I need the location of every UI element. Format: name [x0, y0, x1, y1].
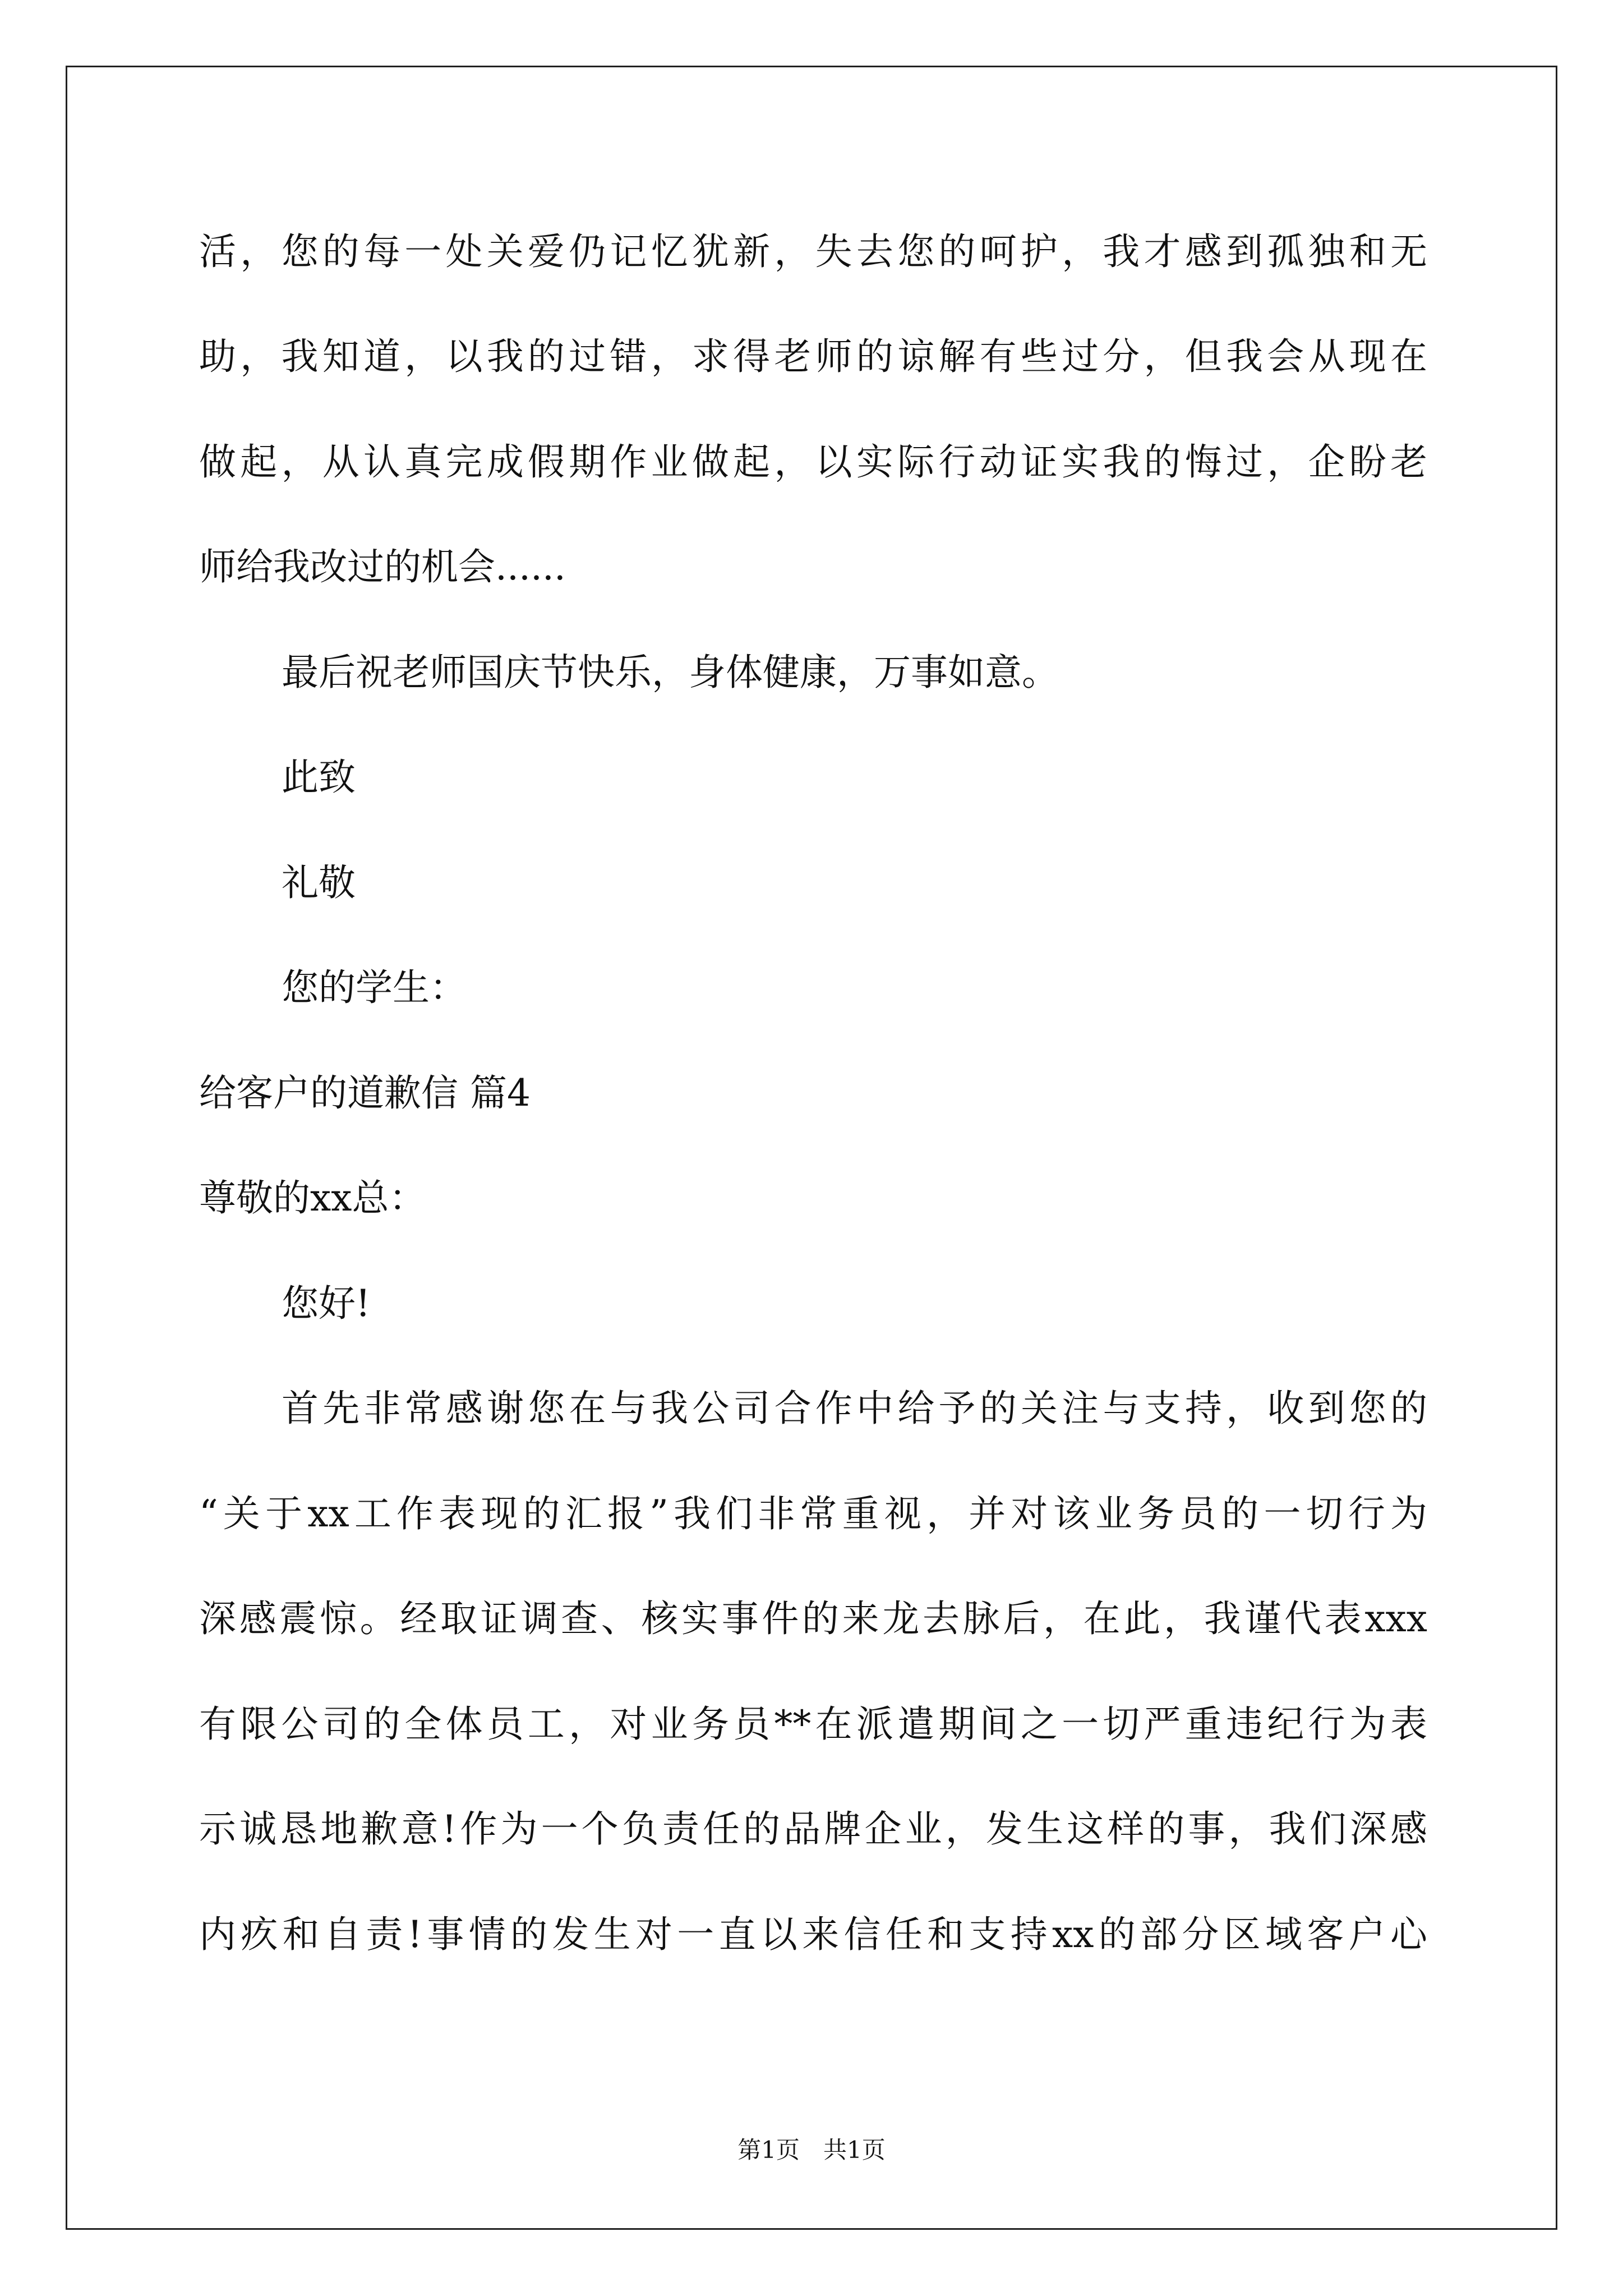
- body-line-15: 有限公司的全体员工，对业务员**在派遣期间之一切严重违纪行为表: [199, 1703, 1427, 1746]
- salutation-lijing: 礼敬: [282, 861, 356, 904]
- closing-wish: 最后祝老师国庆节快乐，身体健康，万事如意。: [282, 651, 1059, 694]
- letter-hello: 您好!: [282, 1282, 371, 1325]
- body-line-16: 示诚恳地歉意!作为一个负责任的品牌企业，发生这样的事，我们深感: [199, 1807, 1427, 1851]
- section-heading: 给客户的道歉信 篇4: [199, 1071, 531, 1115]
- page-footer: 第1页 共1页: [737, 2136, 886, 2164]
- body-line-2: 助，我知道，以我的过错，求得老师的谅解有些过分，但我会从现在: [199, 335, 1427, 378]
- body-line-4: 师给我改过的机会......: [199, 545, 566, 588]
- page-border: [66, 66, 1557, 2230]
- body-line-12: 首先非常感谢您在与我公司合作中给予的关注与支持，收到您的: [282, 1387, 1427, 1430]
- body-line-3: 做起，从认真完成假期作业做起，以实际行动证实我的悔过，企盼老: [199, 440, 1427, 484]
- letter-greeting: 尊敬的xx总：: [199, 1176, 426, 1220]
- body-line-17: 内疚和自责!事情的发生对一直以来信任和支持xx的部分区域客户心: [199, 1913, 1427, 1956]
- salutation-cizhi: 此致: [282, 756, 356, 799]
- signature-line: 您的学生：: [282, 966, 467, 1009]
- body-line-13: “关于xx工作表现的汇报”我们非常重视，并对该业务员的一切行为: [199, 1492, 1427, 1535]
- body-line-1: 活，您的每一处关爱仍记忆犹新，失去您的呵护，我才感到孤独和无: [199, 230, 1427, 273]
- body-line-14: 深感震惊。经取证调查、核实事件的来龙去脉后，在此，我谨代表xxx: [199, 1597, 1427, 1640]
